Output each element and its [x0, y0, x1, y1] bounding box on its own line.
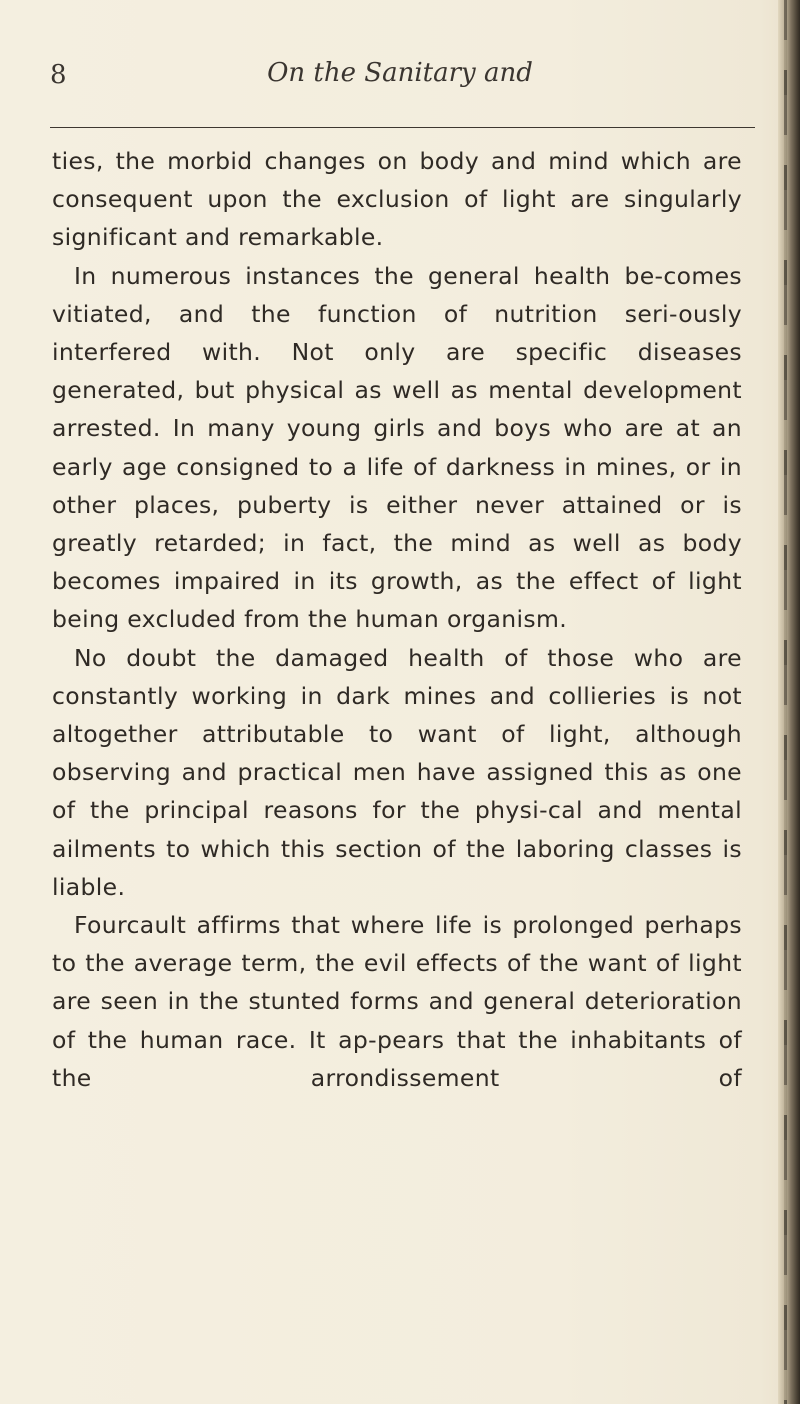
- book-spine-edge: [778, 0, 800, 1404]
- header-rule: [50, 127, 755, 128]
- paragraph-health: In numerous instances the general health be-comes vitiated, and the function of nutrition seri-ously interfered with. Not only are specific diseases generated, but physical as well as mental development arrested. In many young girls and boys who are at an early age consigned to a life of darkness in mines, or in other places, puberty is either never attained or is greatly retarded; in fact, the mind as well as body becomes impaired in its growth, as the effect of light being excluded from the human organism.: [52, 261, 742, 634]
- body-text: [52, 142, 742, 1097]
- paragraph-mines: No doubt the damaged health of those who are constantly working in dark mines and collieries is not altogether attributable to want of light, although observing and practical men have assigned this as one of the principal reasons for the physi-cal and mental ailments to which this section of the laboring classes is liable.: [52, 643, 742, 901]
- paragraph-fourcault: Fourcault affirms that where life is prolonged perhaps to the average term, the evil effects of the want of light are seen in the stunted forms and general deterioration of the human race. It ap-pears that the inhabitants of the arrondissement of: [52, 911, 742, 1092]
- running-head: On the Sanitary and: [267, 58, 533, 88]
- paragraph-continuation: ties, the morbid changes on body and mind which are consequent upon the exclusion of light are singularly significant and remarkable.: [52, 147, 742, 252]
- page-number: 8: [50, 60, 67, 90]
- page-header: [50, 58, 750, 98]
